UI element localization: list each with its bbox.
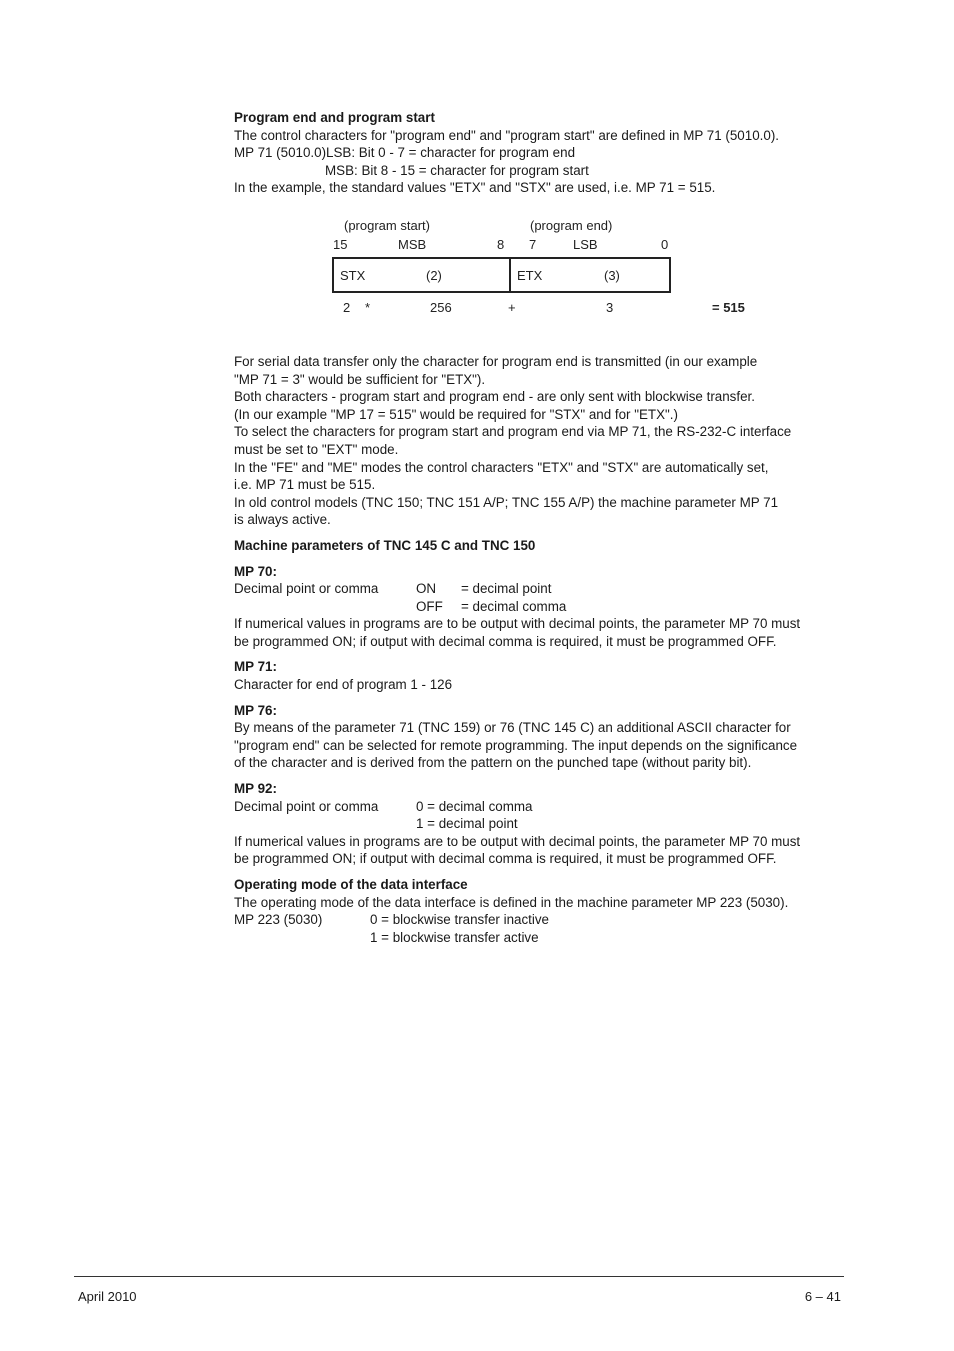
mp92-option-row bbox=[234, 798, 846, 816]
bit-0: 0 bbox=[661, 236, 669, 252]
mp70-option-row bbox=[234, 598, 846, 616]
formula-multiply: * bbox=[365, 299, 371, 315]
bit-15: 15 bbox=[333, 236, 348, 252]
text-line: For serial data transfer only the character for program end is transmitted (in our example bbox=[234, 353, 758, 369]
mp70-label: Decimal point or comma bbox=[234, 581, 379, 597]
mp92-opt1: 0 = decimal comma bbox=[416, 798, 533, 814]
bit-7: 7 bbox=[529, 236, 537, 252]
text-line: If numerical values in programs are to be output with decimal points, the parameter MP 70 must bbox=[234, 833, 801, 849]
bit-8: 8 bbox=[497, 236, 505, 252]
text-line: Both characters - program start and program end - are only sent with blockwise transfer. bbox=[234, 389, 755, 405]
etx-label: ETX bbox=[517, 267, 543, 283]
text-line: be programmed ON; if output with decimal comma is required, it must be programmed OFF. bbox=[234, 633, 777, 649]
mp70-heading: MP 70: bbox=[234, 563, 277, 579]
formula-256: 256 bbox=[430, 299, 452, 315]
page-content bbox=[234, 109, 846, 946]
text-line: must be set to "EXT" mode. bbox=[234, 441, 399, 457]
footer-date: April 2010 bbox=[78, 1289, 137, 1304]
text-line: is always active. bbox=[234, 512, 331, 528]
formula-plus: + bbox=[508, 299, 516, 315]
etx-value: (3) bbox=[604, 267, 620, 283]
stx-value: (2) bbox=[426, 267, 442, 283]
formula-result: = 515 bbox=[712, 299, 745, 315]
text-line: (In our example "MP 17 = 515" would be required for "STX" and for "ETX".) bbox=[234, 406, 678, 422]
section-heading-program-end: Program end and program start bbox=[234, 110, 435, 125]
mp70-opt2-key: OFF bbox=[416, 598, 443, 614]
bit-diagram bbox=[330, 217, 754, 329]
footer-divider bbox=[74, 1276, 844, 1277]
lsb-label: LSB bbox=[573, 236, 598, 252]
label-program-start: (program start) bbox=[344, 217, 430, 233]
text-line: In the example, the standard values "ETX" and "STX" are used, i.e. MP 71 = 515. bbox=[234, 180, 716, 196]
operating-option-row bbox=[234, 911, 846, 929]
text-line: MSB: Bit 8 - 15 = character for program start bbox=[325, 162, 589, 178]
mp70-opt1-key: ON bbox=[416, 581, 437, 597]
mp71-heading: MP 71: bbox=[234, 659, 277, 675]
text-line: MP 71 (5010.0)LSB: Bit 0 - 7 = character for program end bbox=[234, 145, 576, 161]
stx-label: STX bbox=[340, 267, 366, 283]
text-line: If numerical values in programs are to be output with decimal points, the parameter MP 70 must bbox=[234, 616, 801, 632]
text-line: The control characters for "program end" and "program start" are defined in MP 71 (5010.0). bbox=[234, 127, 779, 143]
footer-page-number: 6 – 41 bbox=[804, 1289, 841, 1304]
section-heading-machine-params: Machine parameters of TNC 145 C and TNC 150 bbox=[234, 537, 536, 553]
formula-two: 2 bbox=[343, 299, 351, 315]
operating-opt2: 1 = blockwise transfer active bbox=[370, 929, 539, 945]
text-line: In old control models (TNC 150; TNC 151 A/P; TNC 155 A/P) the machine parameter MP 71 bbox=[234, 494, 779, 510]
mp92-label: Decimal point or comma bbox=[234, 798, 379, 814]
mp92-heading: MP 92: bbox=[234, 781, 277, 797]
text-line: of the character and is derived from the pattern on the punched tape (without parity bit). bbox=[234, 755, 752, 771]
text-line: "program end" can be selected for remote programming. The input depends on the significance bbox=[234, 737, 798, 753]
mp76-heading: MP 76: bbox=[234, 702, 277, 718]
operating-param: MP 223 (5030) bbox=[234, 912, 323, 928]
mp92-option-row bbox=[234, 815, 846, 833]
text-line: "MP 71 = 3" would be sufficient for "ETX"). bbox=[234, 371, 486, 387]
msb-label: MSB bbox=[398, 236, 427, 252]
text-line: i.e. MP 71 must be 515. bbox=[234, 477, 376, 493]
mp70-option-row bbox=[234, 580, 846, 598]
text-line: To select the characters for program start and program end via MP 71, the RS-232-C interface bbox=[234, 424, 792, 440]
operating-opt1: 0 = blockwise transfer inactive bbox=[370, 912, 549, 928]
mp70-opt1-value: = decimal point bbox=[461, 581, 552, 597]
text-line: be programmed ON; if output with decimal comma is required, it must be programmed OFF. bbox=[234, 851, 777, 867]
text-line: The operating mode of the data interface is defined in the machine parameter MP 223 (5030). bbox=[234, 894, 789, 910]
section-heading-operating-mode: Operating mode of the data interface bbox=[234, 877, 468, 892]
mp70-opt2-value: = decimal comma bbox=[461, 598, 567, 614]
mp92-opt2: 1 = decimal point bbox=[416, 816, 518, 832]
label-program-end: (program end) bbox=[530, 217, 613, 233]
text-line: By means of the parameter 71 (TNC 159) or 76 (TNC 145 C) an additional ASCII character for bbox=[234, 720, 791, 736]
formula-three: 3 bbox=[606, 299, 614, 315]
text-line: In the "FE" and "ME" modes the control characters "ETX" and "STX" are automatically set, bbox=[234, 459, 769, 475]
text-line: Character for end of program 1 - 126 bbox=[234, 677, 453, 693]
operating-option-row bbox=[234, 929, 846, 947]
